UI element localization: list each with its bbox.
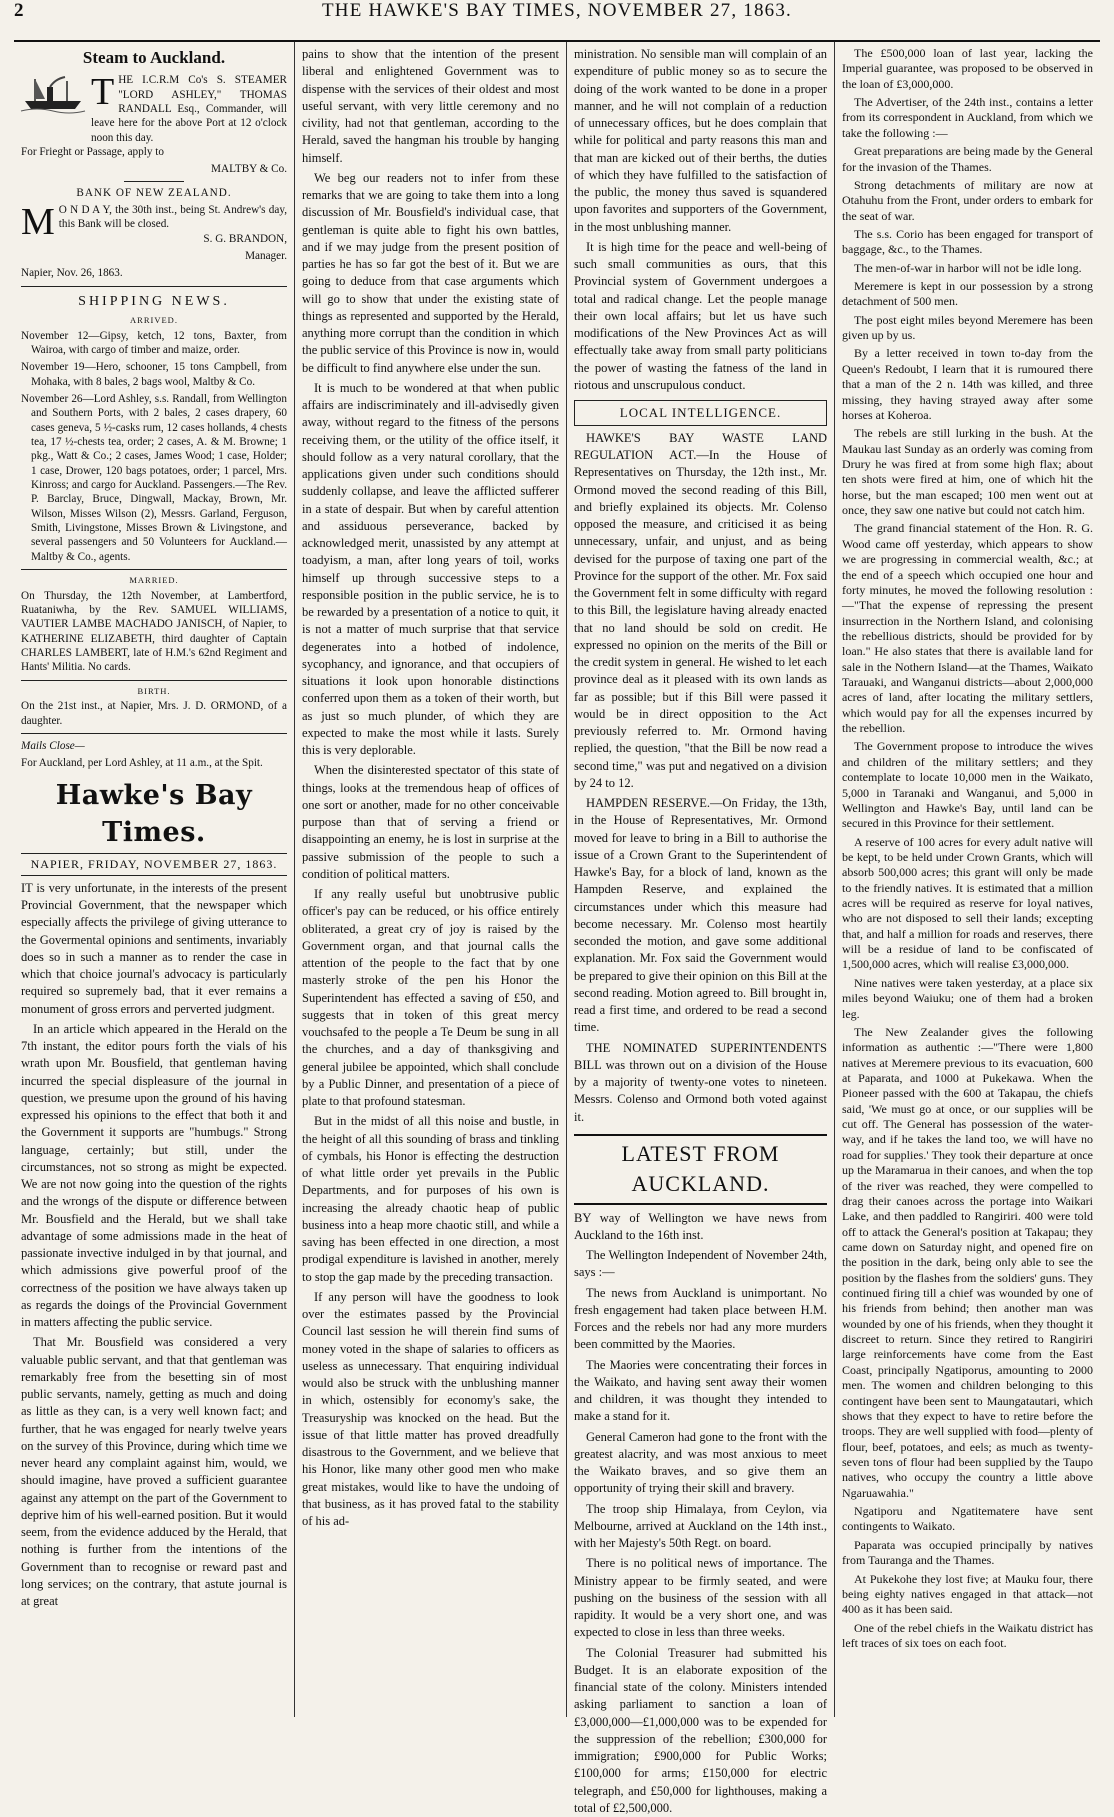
married-label: MARRIED. [129, 575, 179, 585]
news-paragraph: At Pukekohe they lost five; at Mauku four, there being eighty natives engaged in that attack—not 400 as it has been said. [842, 1571, 1093, 1617]
married-text: On Thursday, the 12th November, at Lambertford, Ruataniwha, by the Rev. SAMUEL WILLIAMS, VAUTIER LAMBE MACHADO JANISCH, of Napier, to KATHERINE ELIZABETH, third daughter of Captain CHARLES LAMBERT, late of H.M.'s 62nd Regiment and Hants' Militia. No cards. [21, 589, 287, 674]
leader-paragraph: ministration. No sensible man will complain of an expenditure of public money so as to secure the doing of the work wanted to be done in a proper manner, and he will not complain of a reduction of unnecessary offices, but he does complain that while for political and party reasons this man and that man are kicked out of their berths, the duties of which they have fulfilled to the satisfaction of the public, the money thus saved is squandered upon favorites and supporters of the Government, in the most unblushing manner. [574, 47, 827, 234]
news-paragraph: The grand financial statement of the Hon. R. G. Wood came off yesterday, which appears to show we are progressing in commercial wealth, &c.; at the end of a speech which occupied one hour and forty minutes, he moved the following resolution :—"That the expense of repressing the present insurrection in the Northern Island, and colonising the rebellious districts, should be provided for by loan." He also states that there is available land for sale in the Nothern Island—at the Thames, Waikato Tarauaki, and Wanganui districts—about 2,000,000 acres of land, after locating the military settlers, which would pay for all the expenses incurred by the rebellion. [842, 521, 1093, 736]
news-paragraph: The New Zealander gives the following information as authentic :—"There were 1,800 natives at Meremere previous to its evacuation, 600 at Paparata, and 1000 at Pukekawa. When the Pioneer passed with the 600 at Takapau, the chiefs said, 'We must go at once, or our supplies will be cut off. The General has possession of the water-way, and if he takes the land too, we will have no road for supplies.' They took their departure at once up the Maramarua in their canoes, and when the top of the river was reached, they were compelled to drag their canoes across the portage into Waikari Lake, and then paddled to Rangiriri. 400 were told off to attack the General's position at Takapau; they came down on Saturday night, and opened fire on the position in the dark, being only able to see the position by the flashes from the soldiers' guns. They continued firing till a chief was wounded by one of his friends from behind; then another man was wounded by one of his friends, when they thought it discreet to return. Since they retired to Rangiriri large reinforcements have come from the East Coast, principally Ngatiporus, amounting to 2000 men. The women and children belonging to this contingent have been sent to Maungatautari, which shows that they expect to have to retire before the troops. They are well supplied with food—plenty of flour, beef, potatoes, and eels; as much as twenty-seven tons of flour had been supplied by the Taupo natives, who occupy the country a little above Ngaruawahia." [842, 1024, 1093, 1500]
local-intelligence-heading: LOCAL INTELLIGENCE. [574, 400, 827, 426]
bank-date: Napier, Nov. 26, 1863. [21, 267, 123, 280]
steam-agent: MALTBY & Co. [211, 163, 287, 176]
arrival-entry: November 19—Hero, schooner, 15 tons Campbell, from Mohaka, with 8 bales, 2 bags wool, Maltby & Co. [21, 361, 287, 388]
leader-paragraph: IT is very unfortunate, in the interests of the present Provincial Government, that the newspaper which especially affects the privilege of giving utterance to the Govermental opinions and sentiments, invariably does so in such a manner as to render the case in which that choice journal's advocacy is particularly required so supremely bad, that it ever remains a monument of gross errors and perverted judgment. [21, 880, 287, 1016]
arrival-entry: November 12—Gipsy, ketch, 12 tons, Baxter, from Wairoa, with cargo of timber and maize, order. [21, 329, 287, 357]
birth-label: BIRTH. [137, 685, 171, 696]
steam-heading: Steam to Auckland. [82, 48, 226, 67]
news-paragraph: The £500,000 loan of last year, lacking the Imperial guarantee, was proposed to be observed in the loan of £3,000,000. [842, 46, 1093, 91]
news-paragraph: The Advertiser, of the 24th inst., contains a letter from its correspondent in Auckland, from which we take the following :— [842, 95, 1093, 140]
news-paragraph: By a letter received in town to-day from the Queen's Redoubt, I learn that it is rumoured there that a man of the 2 n. 14th was killed, and three missing, they having strayed away after some horses at Koheroa. [842, 346, 1093, 422]
news-paragraph: The men-of-war in harbor will not be idle long. [854, 260, 1082, 275]
steam-text: HE I.C.R.M Co's S. STEAMER "LORD ASHLEY," THOMAS RANDALL Esq., Commander, will leave here for the above Port at 12 o'clock noon this day. [91, 74, 287, 144]
arrival-entry: November 26—Lord Ashley, s.s. Randall, from Wellington and Southern Ports, with 2 bales, 2 cases drapery, 60 cases geneva, 5 ½-casks rum, 12 cases hollands, 4 chests tea, 17 ½-chests tea, order; 2 cases, A. & M. Browne; 1 pkg., Watt & Co.; 2 cases, James Wood; 1 case, Holder; 1 case, Drower, 120 bags potatoes, order; 1 parcel, Mrs. Kinross; and cargo for Auckland. Passengers.—The Rev. P. Barclay, Bruce, Dingwall, Mackay, Brown, Mr. Wilson, Misses Wilson (2), Messrs. Garland, Ferguson, Smith, Livingstone, Misses Brown & Livingstone, and several passengers and 50 Volunteers for Auckland.—Maltby & Co., agents. [21, 393, 287, 563]
leader-paragraph: When the disinterested spectator of this state of things, looks at the tremendous heap of offices of one sort or another, made for no other conceivable purpose than that of serving a friend or disappointing an enemy, he is lost in surprise at the passive submission of the people to such a condition of political matters. [302, 763, 559, 881]
leader-paragraph: We beg our readers not to infer from these remarks that we are going to take them into a long discussion of Mr. Bousfield's individual case, that gentleman is quite able to fight his own battles, and if we may judge from the present position of parties he has so far got the best of it. But we are going to deduce from that case arguments which will go to show that under the existing state of things as represented and supported by the Herald, anything more corrupt than the condition in which the public service of this Province is now in, would be difficult to find anywhere else under the sun. [302, 170, 559, 375]
arrived-label: ARRIVED. [130, 315, 178, 326]
divider [21, 680, 287, 681]
birth-text: On the 21st inst., at Napier, Mrs. J. D. ORMOND, of a daughter. [21, 700, 287, 727]
news-paragraph: The Maories were concentrating their forces in the Waikato, and having sent away their women and children, it was thought they intended to make a stand for it. [574, 1357, 827, 1424]
news-paragraph: HAMPDEN RESERVE.—On Friday, the 13th, in the House of Representatives, Mr. Ormond moved for leave to bring in a Bill to authorise the issue of a Crown Grant to the Superintendent of Hawke's Bay, for a block of land, known as the Hampden Reserve, and explained the circumstances under which this measure had become necessary. Mr. Colenso most heartily seconded the motion, and gave some additional explanation. Mr. Fox said the Government would be prepared to give their opinion on this Bill at the second reading. Motion agreed to. Bill brought in, read a first time, and ordered to be read a second time. [574, 796, 827, 1035]
leader-paragraph: If any person will have the goodness to look over the estimates passed by the Provincial Council last session he will therein find sums of money voted in the shape of salaries to officers as useless as unnecessary. That enquiring individual would also be struck with the unblushing manner in which, ostensibly for economy's sake, the Treasuryship was knocked on the head. But the issue of that little matter has proved dreadfully disastrous to the Government, and we believe that his Honor, like many other good men who make great mistakes, would like to have the undoing of that business, as it has proved fatal to the stability of his ad- [302, 1289, 559, 1528]
news-paragraph: The news from Auckland is unimportant. No fresh engagement had taken place between H.M. Forces and the rebels nor had any more murders been committed by the Maories. [574, 1285, 827, 1352]
divider [21, 286, 287, 287]
news-paragraph: Paparata was occupied principally by natives from Tauranga and the Thames. [842, 1537, 1093, 1568]
bank-signer-title: Manager. [245, 250, 287, 263]
divider [21, 733, 287, 734]
masthead [14, 0, 1100, 42]
mails-text: For Auckland, per Lord Ashley, at 11 a.m., at the Spit. [21, 757, 263, 770]
masthead-title: THE HAWKE'S BAY TIMES, NOVEMBER 27, 1863. [322, 0, 792, 21]
steamship-icon [21, 73, 85, 113]
news-paragraph: THE NOMINATED SUPERINTENDENTS BILL was thrown out on a division of the House by a majority of twenty-one votes to nineteen. Messrs. Colenso and Ormond both voted against it. [574, 1040, 827, 1124]
news-paragraph: The troop ship Himalaya, from Ceylon, via Melbourne, arrived at Auckland on the 14th inst., with her Majesty's 50th Regt. on board. [574, 1501, 827, 1551]
news-paragraph: Nine natives were taken yesterday, at a place six miles beyond Waiuku; one of them had a broken leg. [842, 975, 1093, 1021]
mails-label: Mails Close— [21, 740, 85, 753]
bank-heading: BANK OF NEW ZEALAND. [76, 186, 232, 199]
column-4 [834, 42, 1100, 1717]
steam-advert [21, 73, 287, 145]
news-paragraph: Ngatiporu and Ngatitematere have sent contingents to Waikato. [842, 1504, 1093, 1534]
leader-paragraph: If any really useful but unobtrusive public officer's pay can be reduced, or his office entirely obliterated, a great cry of joy is raised by the Government organ, and that journal calls the attention of the people to the fact that by one masterly stroke of the pen his Honor the Superintendent has effected a saving of £50, and suggests that in token of this great mercy vouchsafed to the people a Te Deum be sung in all the churches, and a day of thanksgiving and general jubilee be appointed, which shall conclude by a Public Dinner, and presentation of a piece of plate to that profound statesman. [302, 887, 559, 1108]
leader-paragraph: In an article which appeared in the Herald on the 7th instant, the editor pours forth the vials of his wrath upon Mr. Bousfield, that gentleman having incurred the special displeasure of the journal in question, we presume upon the ground of his having expressed his opinions to the effect that both it and the Government it supports are "humbugs." Strong language, certainly; but still, under the circumstances, not so strong as might be expected. We are not now going into the question of the rights and the wrongs of the dispute or difference between Mr. Bousfield and the Herald, but we shall take advantage of some admissions made in the heat of passionate invective indulged in by that journal, and which admissions give powerful proof of the correctness of the position we have always taken up as regards the doings of the Provincial Government in matters affecting the public service. [21, 1021, 287, 1330]
page-number: 2 [14, 0, 24, 21]
news-paragraph: Meremere is kept in our possession by a strong detachment of 500 men. [842, 279, 1093, 309]
bank-dropcap: M [21, 201, 55, 244]
column-1 [14, 42, 294, 1717]
news-paragraph: Strong detachments of military are now at Otahuhu from the Front, under orders to embark for the seat of war. [842, 177, 1093, 223]
news-paragraph: The s.s. Corio has been engaged for transport of baggage, &c., to the Thames. [842, 226, 1093, 257]
dateline: NAPIER, FRIDAY, NOVEMBER 27, 1863. [21, 853, 287, 876]
bank-signer: S. G. BRANDON, [203, 232, 287, 245]
steam-dropcap: T [91, 71, 115, 114]
latest-from-auckland-heading: LATEST FROM AUCKLAND. [574, 1134, 827, 1205]
news-paragraph: A reserve of 100 acres for every adult native will be kept, to be held under Crown Grants, which will absorb 500,000 acres; this grant will only be made to the friendly natives. It is estimated that a million acres will be required as reserve for loyal natives, who are not disposed to sell their lands; excepting that, and half a million for roads and reserves, there will be a residue of land to be confiscated of 1,500,000 acres, which will realise £3,000,000. [842, 834, 1093, 972]
news-paragraph: General Cameron had gone to the front with the greatest alacrity, and was most anxious to meet the Waikato braves, and so give them an opportunity of trying their skill and bravery. [574, 1429, 827, 1496]
news-paragraph: The Wellington Independent of November 24th, says :— [574, 1248, 827, 1280]
news-paragraph: Great preparations are being made by the General for the invasion of the Thames. [842, 144, 1093, 174]
leader-paragraph: It is high time for the peace and well-being of such small communities as ours, that this Provincial system of Government undergoes a total and radical change. Let the people manage their own local affairs; but let us have such modifications of the New Provinces Act as will effectually take away from small party politicians the power of wasting the fatness of the land in riotous and unscrupulous conduct. [574, 239, 827, 392]
leader-paragraph: pains to show that the intention of the present liberal and enlightened Government was to dispense with the services of their oldest and most useful servant, with very little ceremony and no civility, had not that gentleman, according to the Herald, saved the hangman his trouble by hanging himself. [302, 47, 559, 165]
leader-paragraph: But in the midst of all this noise and bustle, in the height of all this sounding of brass and tinkling of cymbals, his Honor is effecting the destruction of what little order yet prevails in the Public Departments, and for purposes of his own is increasing the already chaotic heap of public business into a heap more chaotic still, and while a saving has been effected in one direction, a most prodigal expenditure is lavished in another, merely to stop the gap made by the preceding transaction. [302, 1114, 559, 1284]
leader-paragraph: It is much to be wondered at that when public affairs are indiscriminately and ill-advisedly given away, without regard to the fitness of the persons receiving them, or the utility of the office itself, it should follow as a very natural corollary, that the applications given under such conditions should suddenly collapse, and leave the afflicted sufferer in a state of despair. But when by careful attention and assiduous perseverance, backed by acknowledged merit, unassisted by any attempt at toadyism, a man, after long years of toil, works himself up through successive steps to a responsible position in the public service, he is to be rewarded by a presentation of a notice to quit, it is not a matter of much surprise that that service degenerates into a hotbed of indolence, sycophancy, and ignorance, and that occupiers of situations it look upon honorable distinctions conferred upon them as a token of their worth, but as just so much plunder, of which they are expected to make the most while it lasts. Surely this is very deplorable. [302, 380, 559, 757]
divider [21, 569, 287, 570]
column-2 [294, 42, 566, 1717]
news-paragraph: The rebels are still lurking in the bush. At the Maukau last Sunday as an orderly was coming from Drury he was fired at from some high flax; about ten shots were fired at him, one of which hit the horse, but the man escaped; 100 men went out at once, they saw one native but could not catch him. [842, 426, 1093, 518]
paper-title: Hawke's Bay Times. [55, 779, 253, 848]
leader-paragraph: That Mr. Bousfield was considered a very valuable public servant, and that that gentleman was remarkably free from the besetting sin of most public servants, namely, getting as much and doing as little as they can, is a very well known fact; and further, that he was engaged for nearly twelve years on the survey of this Province, during which time we never heard any complaint against him, would, we should imagine, have proved a sufficient guarantee against any attempt on the part of the Government to deprive him of his well-earned position. But it would seem, from the evidence adduced by the Herald, that nothing is further from the intentions of the Government than to recognise or reward past and long services; on the contrary, that astute journal is at great [21, 1335, 287, 1609]
news-paragraph: The Government propose to introduce the wives and children of the military settlers; and they contemplate to locate 10,000 men in the Waikato, 5,000 in Taranaki and Wanganui, and 5,000 in Wellington and Hawke's Bay, until land can be secured in this Province for their settlement. [842, 739, 1093, 831]
news-paragraph: There is no political news of importance. The Ministry appear to be firmly seated, and were pushing on the business of the session with all rapidity. It would be a very short one, and was expected to close in less than three weeks. [574, 1556, 827, 1640]
shipping-heading: SHIPPING NEWS. [78, 293, 230, 309]
news-paragraph: One of the rebel chiefs in the Waikatu district has left traces of six toes on each foot. [842, 1620, 1093, 1650]
news-paragraph: BY way of Wellington we have news from Auckland to the 16th inst. [574, 1210, 827, 1242]
column-3 [566, 42, 834, 1815]
news-paragraph: The Colonial Treasurer had submitted his Budget. It is an elaborate exposition of the financial state of the colony. Ministers intended asking parliament to sanction a loan of £3,000,000—£1,000,000 was to be expended for the suppression of the rebellion; £300,000 for immigration; £900,000 for Public Works; £100,000 for arms; £150,000 for electric telegraph, and £50,000 for lighthouses, making a total of £2,500,000. [574, 1645, 827, 1815]
bank-text: O N D A Y, the 30th inst., being St. Andrew's day, this Bank will be closed. [58, 204, 287, 231]
divider [124, 181, 184, 182]
news-paragraph: HAWKE'S BAY WASTE LAND REGULATION ACT.—In the House of Representatives on Thursday, the 12th inst., Mr. Ormond moved the second reading of this Bill, and briefly explained its objects. Mr. Colenso opposed the measure, and criticised it as being unnecessary, unfair, and unjust, and as being devised for the purpose of taxing one part of the Province for the support of the other. Mr. Fox said the Government felt in some difficulty with regard to this Bill, the legislature having already enacted that no land should be sold on credit. He expressed no opinion on the merits of the Bill or the credit system in general. He wished to let each province deal as it pleased with its own lands as far as possible; but if this Bill were passed it would be in direct opposition to the Act previously referred to. Mr. Ormond having replied, the question, "that the Bill be now read a second time," was put and negatived on a division by 24 to 12. [574, 430, 827, 790]
steam-apply: For Frieght or Passage, apply to [21, 146, 164, 159]
news-paragraph: The post eight miles beyond Meremere has been given up by us. [842, 312, 1093, 343]
